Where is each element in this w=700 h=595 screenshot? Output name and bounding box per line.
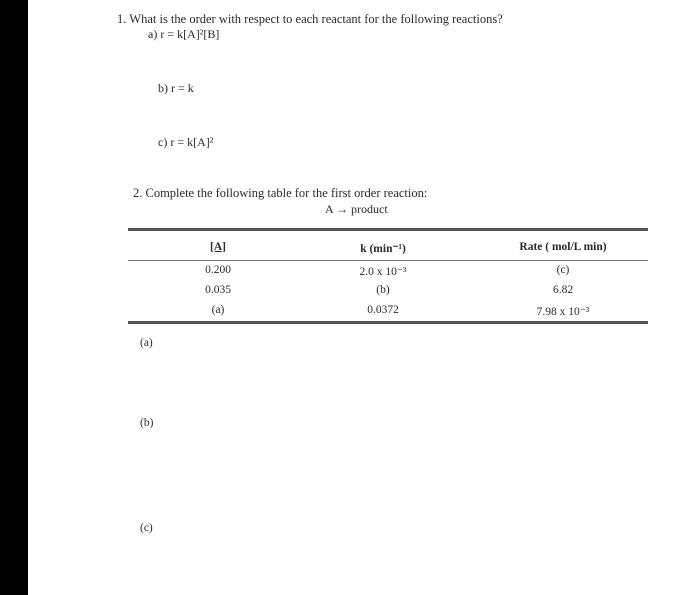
question-2-text: 2. Complete the following table for the first order reaction: <box>133 186 428 200</box>
table-cell: 0.200 <box>205 264 231 276</box>
table-cell: 7.98 x 10⁻³ <box>536 306 590 318</box>
worksheet-page <box>28 0 700 595</box>
table-cell: 2.0 x 10⁻³ <box>359 266 407 278</box>
question-1c <box>158 135 213 150</box>
question-1a-rate-law: r = k[A]²[B] <box>160 27 220 41</box>
question-1a <box>148 27 219 42</box>
table-header-rule <box>128 260 648 261</box>
table-cell: 0.035 <box>205 284 231 296</box>
header-rate-constant: k (min⁻¹) <box>360 243 406 255</box>
question-1a-label: a) <box>148 27 158 41</box>
table-cell: (c) <box>556 264 570 276</box>
header-rate: Rate ( mol/L min) <box>519 241 607 253</box>
question-1b-rate-law: r = k <box>171 81 194 95</box>
answer-label-c: (c) <box>140 522 153 534</box>
table-top-rule <box>128 228 648 231</box>
question-1c-rate-law: r = k[A]² <box>170 135 214 149</box>
table-cell: 6.82 <box>552 284 574 296</box>
table-bottom-rule <box>128 321 648 324</box>
question-1b-label: b) <box>158 81 168 95</box>
header-concentration: [A] <box>210 241 226 253</box>
table-cell: 0.0372 <box>367 304 399 316</box>
table-cell: (b) <box>376 284 390 296</box>
table-cell: (a) <box>211 304 225 316</box>
question-1c-label: c) <box>158 135 168 149</box>
reaction-equation: A → product <box>325 202 388 216</box>
question-1-text: 1. What is the order with respect to each reactant for the following reactions? <box>117 12 503 26</box>
answer-label-b: (b) <box>140 417 154 429</box>
answer-label-a: (a) <box>140 337 153 349</box>
question-1b <box>158 81 194 96</box>
